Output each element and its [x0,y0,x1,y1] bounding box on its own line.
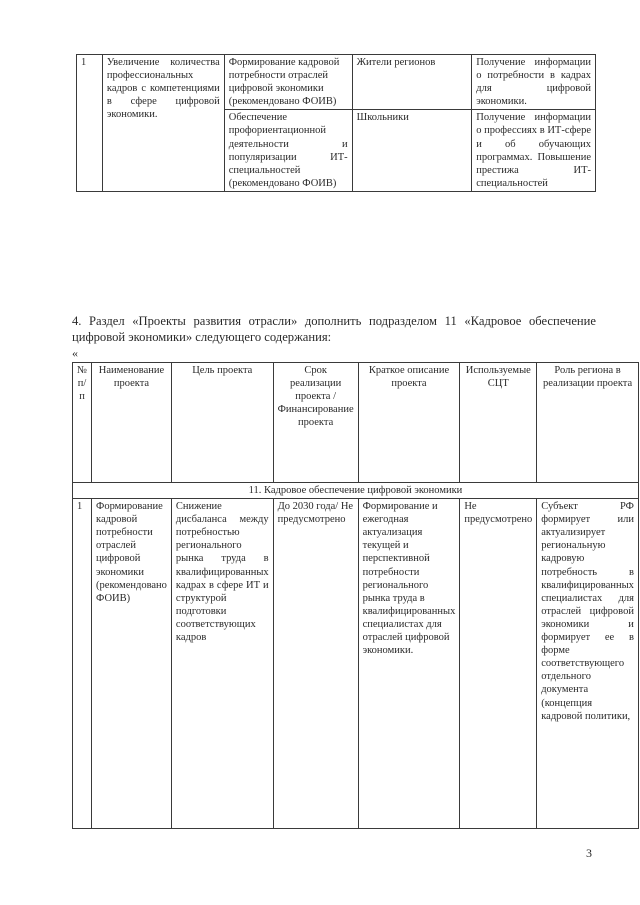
col-header-tech: Используемые СЦТ [460,363,537,483]
result-cell: Получение информации о потребности в кадрах для цифровой экономики. [472,55,596,110]
region-role: Субъект РФ формирует или актуализирует региональную кадровую потребность в квалифицированных специалистах для отраслей цифровой экономики и формирует ее в форме соответствующего отдельного документа (концепция кадровой политики, [537,499,639,829]
project-name: Формирование кадровой потребности отраслей цифровой экономики (рекомендовано ФОИВ) [92,499,172,829]
table-targets [76,54,596,192]
section-row [73,483,639,499]
project-tech: Не предусмотрено [460,499,537,829]
section-title: 11. Кадровое обеспечение цифровой экономики [73,483,639,499]
col-header-role: Роль региона в реализации проекта [537,363,639,483]
project-term: До 2030 года/ Не предусмотрено [273,499,358,829]
row-number: 1 [73,499,92,829]
col-header-num: № п/п [73,363,92,483]
project-description: Формирование и ежегодная актуализация текущей и перспективной потребности регионального рынка труда в квалифицированных специалистах для отраслей цифровой экономики. [358,499,460,829]
audience-cell: Жители регионов [352,55,472,110]
opening-quote: « [72,346,78,360]
table-header-row [73,363,639,483]
col-header-desc: Краткое описание проекта [358,363,460,483]
body-paragraph: 4. Раздел «Проекты развития отрасли» дополнить подразделом 11 «Кадровое обеспечение цифровой экономики» следующего содержания: [72,314,596,344]
audience-cell: Школьники [352,110,472,192]
table-row [73,499,639,829]
page-number: 3 [586,846,592,860]
project-goal: Снижение дисбаланса между потребностью регионального рынка труда в квалифицированных кадрах в сфере ИТ и структурой подготовки соответствующих кадров [171,499,273,829]
result-cell: Получение информации о профессиях в ИТ-сфере и об обучающих программах. Повышение престижа ИТ-специальностей [472,110,596,192]
table-projects [72,362,639,829]
table-row [77,55,596,110]
row-number: 1 [77,55,103,192]
col-header-goal: Цель проекта [171,363,273,483]
col-header-name: Наименование проекта [92,363,172,483]
measure-cell: Формирование кадровой потребности отраслей цифровой экономики (рекомендовано ФОИВ) [224,55,352,110]
measure-cell: Обеспечение профориентационной деятельности и популяризации ИТ-специальностей (рекомендовано ФОИВ) [224,110,352,192]
target-name: Увеличение количества профессиональных кадров с компетенциями в сфере цифровой экономики. [102,55,224,192]
col-header-term: Срок реализации проекта / Финансирование проекта [273,363,358,483]
